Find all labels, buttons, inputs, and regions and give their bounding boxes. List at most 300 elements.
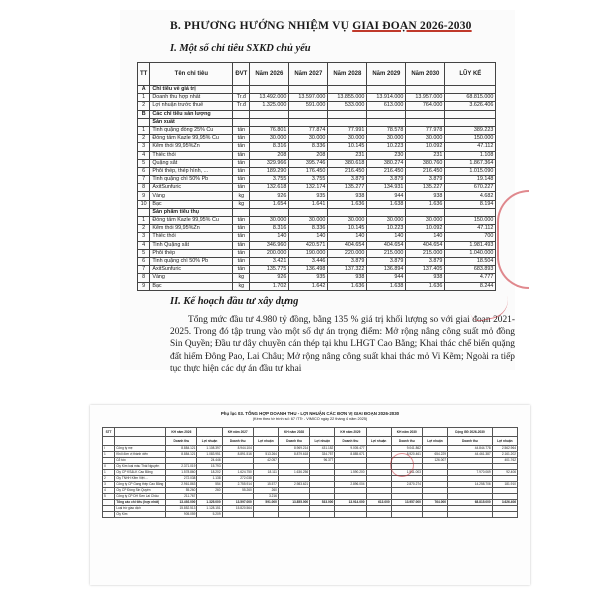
table-cell: 13.957.000 bbox=[406, 94, 445, 102]
appendix-cell: 13.492.000 bbox=[166, 500, 197, 506]
table-cell: tấn bbox=[233, 225, 250, 233]
table-cell: Bạc bbox=[150, 200, 233, 208]
table-cell: 137.405 bbox=[406, 266, 445, 274]
table-cell: 4 bbox=[138, 151, 150, 159]
table-cell: 1.654 bbox=[250, 200, 289, 208]
table-cell: 7 bbox=[138, 176, 150, 184]
appendix-header-cell: KH năm 2027 bbox=[222, 428, 253, 437]
appendix-cell: II bbox=[103, 464, 115, 470]
table-header-cell: Năm 2026 bbox=[250, 63, 289, 86]
table-cell: 3.879 bbox=[406, 257, 445, 265]
table-cell: 77.991 bbox=[328, 126, 367, 134]
table-row bbox=[138, 217, 496, 225]
table-cell: 30.000 bbox=[328, 135, 367, 143]
table-cell bbox=[406, 86, 445, 94]
appendix-subheader-cell: Lợi nhuận bbox=[197, 437, 222, 446]
table-cell: 1 bbox=[138, 126, 150, 134]
table-cell: 135.775 bbox=[250, 266, 289, 274]
appendix-cell: Công ty CP Gang thép Cao Bằng bbox=[115, 482, 166, 488]
appendix-cell: 591.000 bbox=[253, 500, 278, 506]
appendix-cell: 260 bbox=[197, 488, 222, 494]
table-cell bbox=[233, 110, 250, 118]
appendix-subheader-cell: Lợi nhuận bbox=[253, 437, 278, 446]
appendix-cell: 8.891.516 bbox=[222, 452, 253, 458]
appendix-cell: 764.000 bbox=[422, 500, 447, 506]
appendix-cell: 5 bbox=[103, 494, 115, 500]
appendix-cell: 272.038 bbox=[222, 476, 253, 482]
table-row bbox=[138, 126, 496, 134]
table-row bbox=[138, 94, 496, 102]
appendix-subheader-cell: Lợi nhuận bbox=[492, 437, 517, 446]
table-cell: Các chỉ tiêu sản lượng bbox=[150, 110, 233, 118]
table-cell: Tinh Quặng sắt bbox=[150, 241, 233, 249]
table-cell bbox=[367, 208, 406, 216]
table-row bbox=[138, 241, 496, 249]
table-cell: 1.702 bbox=[250, 282, 289, 290]
table-cell: 140 bbox=[367, 233, 406, 241]
table-cell: 220.000 bbox=[328, 249, 367, 257]
appendix-cell bbox=[492, 512, 517, 518]
table-cell: 76.801 bbox=[250, 126, 289, 134]
table-header-cell: Năm 2029 bbox=[367, 63, 406, 86]
table-cell: 1.867.364 bbox=[445, 159, 496, 167]
table-cell: 13.914.000 bbox=[367, 94, 406, 102]
table-cell: 935 bbox=[289, 274, 328, 282]
table-cell: 135.277 bbox=[328, 184, 367, 192]
table-cell: tấn bbox=[233, 184, 250, 192]
appendix-cell: 513.264 bbox=[253, 452, 278, 458]
table-cell: tấn bbox=[233, 143, 250, 151]
table-cell bbox=[233, 86, 250, 94]
table-row bbox=[138, 200, 496, 208]
table-cell: 8.194 bbox=[445, 200, 496, 208]
table-cell: 3 bbox=[138, 143, 150, 151]
production-targets-table bbox=[137, 62, 496, 291]
table-cell: kg bbox=[233, 200, 250, 208]
table-cell: 944 bbox=[367, 192, 406, 200]
appendix-header-cell bbox=[492, 428, 517, 437]
table-cell: Quặng sắt bbox=[150, 159, 233, 167]
appendix-cell: 44.844.778 bbox=[448, 446, 493, 452]
table-cell: 231 bbox=[406, 151, 445, 159]
appendix-cell: 613.000 bbox=[366, 500, 391, 506]
appendix-cell: 211.767 bbox=[166, 494, 197, 500]
table-cell: Doanh thu hợp nhất bbox=[150, 94, 233, 102]
table-cell: Bạc bbox=[150, 282, 233, 290]
appendix-cell: 18.202 bbox=[197, 470, 222, 476]
table-cell: 700 bbox=[445, 233, 496, 241]
table-row bbox=[138, 282, 496, 290]
appendix-cell: 1 bbox=[103, 470, 115, 476]
appendix-cell: 8.920.461 bbox=[391, 452, 422, 458]
appendix-cell: 7.970.069 bbox=[448, 470, 493, 476]
appendix-cell: Công ty mẹ bbox=[115, 446, 166, 452]
appendix-sheet bbox=[90, 405, 530, 585]
table-cell bbox=[289, 118, 328, 126]
table-cell: 208 bbox=[289, 151, 328, 159]
appendix-cell: 14.258.706 bbox=[448, 482, 493, 488]
table-cell: 13.597.000 bbox=[289, 94, 328, 102]
table-cell: 533.000 bbox=[328, 102, 367, 110]
table-cell: 18.504 bbox=[445, 257, 496, 265]
appendix-cell: Cổ tức bbox=[115, 458, 166, 464]
table-row bbox=[138, 249, 496, 257]
table-cell: 8 bbox=[138, 274, 150, 282]
table-cell: Thiếc thỏi bbox=[150, 151, 233, 159]
appendix-subtitle: (Kèm theo tờ trình số: 67 /TTr - VIMICO ngày 22 tháng 4 năm 2025) bbox=[252, 417, 368, 421]
appendix-cell: 4 bbox=[103, 488, 115, 494]
table-cell: 10.092 bbox=[406, 143, 445, 151]
table-cell: 346.960 bbox=[250, 241, 289, 249]
appendix-cell: Cty TNHH Kẽm Việt ... bbox=[115, 476, 166, 482]
appendix-cell: 92.406 bbox=[492, 470, 517, 476]
appendix-cell: 905.059 bbox=[166, 512, 197, 518]
table-row bbox=[138, 167, 496, 175]
table-cell: 3.879 bbox=[367, 257, 406, 265]
red-seal-stamp bbox=[497, 190, 529, 289]
appendix-cell: 8.884.121 bbox=[166, 446, 197, 452]
table-cell bbox=[445, 110, 496, 118]
appendix-cell: 8.944.104 bbox=[222, 446, 253, 452]
appendix-header-cell bbox=[253, 428, 278, 437]
table-cell: 3.421 bbox=[250, 257, 289, 265]
appendix-cell: 18.111 bbox=[253, 470, 278, 476]
table-cell: 8.336 bbox=[289, 225, 328, 233]
table-cell: 10.223 bbox=[367, 143, 406, 151]
table-header-cell: ĐVT bbox=[233, 63, 250, 86]
appendix-cell: 533.000 bbox=[310, 500, 335, 506]
table-cell: 19.148 bbox=[445, 176, 496, 184]
table-cell: 3.879 bbox=[328, 176, 367, 184]
subsection-title-2: II. Kế hoạch đầu tư xây dựng bbox=[170, 296, 299, 307]
appendix-subheader-cell: Lợi nhuận bbox=[366, 437, 391, 446]
appendix-cell: 1.325.000 bbox=[197, 500, 222, 506]
appendix-cell: 3 bbox=[103, 482, 115, 488]
table-cell: 216.450 bbox=[406, 167, 445, 175]
table-cell: 6 bbox=[138, 257, 150, 265]
table-cell: Sản phẩm tiêu thụ bbox=[150, 208, 233, 216]
appendix-cell: 44.461.387 bbox=[448, 452, 493, 458]
table-cell: 380.274 bbox=[367, 159, 406, 167]
table-cell bbox=[367, 118, 406, 126]
table-cell: 136.498 bbox=[289, 266, 328, 274]
appendix-cell: 68.815.000 bbox=[448, 500, 493, 506]
appendix-cell: 15.793 bbox=[197, 464, 222, 470]
table-cell: 395.746 bbox=[289, 159, 328, 167]
appendix-header-cell bbox=[422, 428, 447, 437]
table-cell: 132.618 bbox=[250, 184, 289, 192]
table-cell: 938 bbox=[406, 274, 445, 282]
appendix-cell: 2.755.914 bbox=[222, 482, 253, 488]
table-cell: 216.450 bbox=[367, 167, 406, 175]
table-cell: 404.654 bbox=[328, 241, 367, 249]
table-cell: 6 bbox=[138, 167, 150, 175]
table-cell bbox=[445, 118, 496, 126]
table-cell: 13.492.000 bbox=[250, 94, 289, 102]
table-cell: Vàng bbox=[150, 274, 233, 282]
table-cell: 10.223 bbox=[367, 225, 406, 233]
table-cell: 1 bbox=[138, 217, 150, 225]
appendix-cell: 42.057 bbox=[253, 458, 278, 464]
table-cell: tấn bbox=[233, 241, 250, 249]
table-cell bbox=[406, 110, 445, 118]
table-cell: 1.015.090 bbox=[445, 167, 496, 175]
appendix-subheader-cell: Doanh thu bbox=[222, 437, 253, 446]
table-cell: tấn bbox=[233, 151, 250, 159]
table-cell: 1.981.493 bbox=[445, 241, 496, 249]
table-cell: 1.638 bbox=[367, 200, 406, 208]
table-cell: 938 bbox=[328, 274, 367, 282]
table-cell bbox=[233, 118, 250, 126]
appendix-subheader-cell: Doanh thu bbox=[166, 437, 197, 446]
table-cell: tấn bbox=[233, 266, 250, 274]
table-cell: 137.322 bbox=[328, 266, 367, 274]
appendix-header-cell bbox=[115, 428, 166, 437]
appendix-cell: 2.896.004 bbox=[335, 482, 366, 488]
appendix-cell: 15.577 bbox=[253, 482, 278, 488]
appendix-cell: 15.820.564 bbox=[222, 506, 253, 512]
table-cell: 1.642 bbox=[289, 282, 328, 290]
table-cell: 670.227 bbox=[445, 184, 496, 192]
appendix-stamp bbox=[390, 453, 414, 477]
appendix-cell: 3.626.406 bbox=[492, 500, 517, 506]
table-cell: 2 bbox=[138, 102, 150, 110]
appendix-cell: 3.216 bbox=[253, 494, 278, 500]
table-cell bbox=[328, 86, 367, 94]
appendix-table bbox=[102, 427, 518, 518]
table-cell bbox=[233, 208, 250, 216]
table-cell: 30.000 bbox=[367, 135, 406, 143]
appendix-cell bbox=[310, 512, 335, 518]
table-cell: 215.000 bbox=[367, 249, 406, 257]
table-cell: 8.316 bbox=[250, 225, 289, 233]
table-cell: 189.290 bbox=[250, 167, 289, 175]
table-header-cell: LŨY KẾ bbox=[445, 63, 496, 86]
table-cell: 1.641 bbox=[289, 200, 328, 208]
table-row bbox=[138, 176, 496, 184]
table-cell: B bbox=[138, 110, 150, 118]
appendix-cell: 1 bbox=[103, 452, 115, 458]
appendix-cell: 9.005.477 bbox=[335, 446, 366, 452]
table-cell: 935 bbox=[289, 192, 328, 200]
appendix-cell: 8.969.214 bbox=[278, 446, 309, 452]
appendix-cell: 1.541.003 bbox=[391, 470, 422, 476]
table-cell: 135.227 bbox=[406, 184, 445, 192]
table-cell: 215.000 bbox=[406, 249, 445, 257]
table-cell: Chỉ tiêu về giá trị bbox=[150, 86, 233, 94]
table-cell: 926 bbox=[250, 274, 289, 282]
appendix-cell: 13.597.000 bbox=[222, 500, 253, 506]
appendix-cell: 1.108.397 bbox=[197, 446, 222, 452]
table-cell: 683.893 bbox=[445, 266, 496, 274]
table-header-cell: TT bbox=[138, 63, 150, 86]
appendix-cell: Loại trừ giao dịch bbox=[115, 506, 166, 512]
appendix-subheader-cell: Doanh thu bbox=[448, 437, 493, 446]
table-cell: Tinh quặng chì 50% Pb bbox=[150, 257, 233, 265]
appendix-cell: Khối đơn vị thành viên bbox=[115, 452, 166, 458]
table-cell: Phôi thép, thép hình, ... bbox=[150, 167, 233, 175]
appendix-cell: 55.260 bbox=[166, 488, 197, 494]
appendix-cell bbox=[335, 512, 366, 518]
investment-paragraph: Tổng mức đầu tư 4.980 tỷ đồng, bằng 135 % giá trị khối lượng so với giai đoạn 2021-2025. Trong đó tập trung vào một số dự án trọng điểm: Mở rộng nâng công suất mỏ đồng Sin Quyền; Đầu tư dây chuyền cán thép tại khu LHGT Cao Bằng; Khai thác chế biến quặng đất hiếm Đông Pao, Lai Châu; Mở rộng nâng công suất khai thác mỏ Vi Kẽm; Ngoài ra tiếp tục thực hiện các dự án đầu tư khai bbox=[170, 315, 515, 374]
table-cell: 1.636 bbox=[328, 200, 367, 208]
table-cell: A bbox=[138, 86, 150, 94]
table-cell: 68.815.000 bbox=[445, 94, 496, 102]
table-cell: 329.966 bbox=[250, 159, 289, 167]
table-cell bbox=[328, 110, 367, 118]
table-cell: 926 bbox=[250, 192, 289, 200]
table-row bbox=[138, 184, 496, 192]
appendix-subheader-cell: Lợi nhuận bbox=[310, 437, 335, 446]
table-cell: 3.879 bbox=[406, 176, 445, 184]
table-cell: kg bbox=[233, 192, 250, 200]
subsection-title-1: I. Một số chỉ tiêu SXKD chủ yếu bbox=[170, 43, 311, 54]
appendix-subheader-cell: Doanh thu bbox=[278, 437, 309, 446]
table-cell: 190.000 bbox=[289, 249, 328, 257]
table-cell bbox=[250, 86, 289, 94]
table-cell: 380.618 bbox=[328, 159, 367, 167]
table-cell: tấn bbox=[233, 167, 250, 175]
appendix-header-cell bbox=[310, 428, 335, 437]
table-row bbox=[138, 225, 496, 233]
table-row bbox=[138, 159, 496, 167]
table-cell: 176.450 bbox=[289, 167, 328, 175]
appendix-cell: 554 bbox=[197, 482, 222, 488]
appendix-subheader-cell: Lợi nhuận bbox=[422, 437, 447, 446]
table-cell bbox=[250, 110, 289, 118]
table-cell: 140 bbox=[289, 233, 328, 241]
table-cell: Thiếc thỏi bbox=[150, 233, 233, 241]
table-cell: 3.755 bbox=[289, 176, 328, 184]
table-cell: 208 bbox=[250, 151, 289, 159]
table-cell bbox=[367, 86, 406, 94]
appendix-cell: Tổng các chỉ tiêu (hợp nhất) bbox=[115, 500, 166, 506]
appendix-cell bbox=[391, 512, 422, 518]
table-cell: 30.000 bbox=[289, 135, 328, 143]
table-cell: 3.879 bbox=[367, 176, 406, 184]
table-cell: Đồng tấm Kazle 99,95% Cu bbox=[150, 135, 233, 143]
table-cell: tấn bbox=[233, 159, 250, 167]
table-cell: tấn bbox=[233, 126, 250, 134]
table-cell: AxitSunfuric bbox=[150, 266, 233, 274]
table-row bbox=[138, 257, 496, 265]
appendix-header-cell: KH năm 2029 bbox=[335, 428, 366, 437]
table-cell: 10.145 bbox=[328, 143, 367, 151]
table-row bbox=[138, 86, 496, 94]
table-cell: 5 bbox=[138, 159, 150, 167]
appendix-subheader-cell bbox=[103, 437, 115, 446]
appendix-header-cell bbox=[366, 428, 391, 437]
table-header-cell: Năm 2028 bbox=[328, 63, 367, 86]
table-cell: 200.000 bbox=[250, 249, 289, 257]
table-cell: 1.325.000 bbox=[250, 102, 289, 110]
table-cell: 231 bbox=[328, 151, 367, 159]
appendix-cell: 1.083.951 bbox=[197, 452, 222, 458]
table-cell: 3.446 bbox=[289, 257, 328, 265]
table-cell bbox=[250, 118, 289, 126]
table-cell: tấn bbox=[233, 257, 250, 265]
appendix-cell: 1.636.256 bbox=[278, 470, 309, 476]
appendix-cell bbox=[422, 512, 447, 518]
table-cell: 8.244 bbox=[445, 282, 496, 290]
table-cell bbox=[289, 86, 328, 94]
table-cell: tấn bbox=[233, 176, 250, 184]
appendix-cell bbox=[278, 512, 309, 518]
table-cell bbox=[406, 208, 445, 216]
table-cell: 10.092 bbox=[406, 225, 445, 233]
appendix-cell: 15.852.513 bbox=[166, 506, 197, 512]
appendix-cell: 13.855.000 bbox=[278, 500, 309, 506]
section-title: B. PHƯƠNG HƯỚNG NHIỆM VỤ GIAI ĐOẠN 2026-2030 bbox=[170, 20, 472, 32]
table-cell: Đồng tấm Kazle 99,95% Cu bbox=[150, 217, 233, 225]
appendix-cell: 2.161.202 bbox=[492, 452, 517, 458]
table-row bbox=[138, 143, 496, 151]
table-cell: 1 bbox=[138, 94, 150, 102]
table-cell: 8.316 bbox=[250, 143, 289, 151]
appendix-cell: 55.260 bbox=[222, 488, 253, 494]
table-cell: 1.108 bbox=[445, 151, 496, 159]
appendix-subheader-cell: Doanh thu bbox=[391, 437, 422, 446]
table-cell: tấn bbox=[233, 249, 250, 257]
appendix-cell bbox=[448, 512, 493, 518]
table-cell: 938 bbox=[328, 192, 367, 200]
table-row bbox=[138, 151, 496, 159]
table-cell: Vàng bbox=[150, 192, 233, 200]
table-cell: Tr.đ bbox=[233, 102, 250, 110]
table-cell: 4.777 bbox=[445, 274, 496, 282]
table-cell: 30.000 bbox=[250, 135, 289, 143]
table-cell: 2 bbox=[138, 225, 150, 233]
appendix-header-cell: KH năm 2026 bbox=[166, 428, 197, 437]
table-row bbox=[138, 192, 496, 200]
appendix-cell: Cty Kim bbox=[115, 512, 166, 518]
table-cell bbox=[445, 86, 496, 94]
table-cell: 77.978 bbox=[406, 126, 445, 134]
table-cell bbox=[289, 110, 328, 118]
table-header-cell: Năm 2027 bbox=[289, 63, 328, 86]
appendix-cell: I bbox=[103, 446, 115, 452]
appendix-cell: 2.983.621 bbox=[278, 482, 309, 488]
appendix-cell bbox=[366, 512, 391, 518]
table-cell: 420.571 bbox=[289, 241, 328, 249]
table-cell: 389.223 bbox=[445, 126, 496, 134]
table-row bbox=[138, 102, 496, 110]
appendix-cell: Công ty CP DH Sơn Lai Châu bbox=[115, 494, 166, 500]
table-cell: 230 bbox=[367, 151, 406, 159]
appendix-header-cell: KH năm 2030 bbox=[391, 428, 422, 437]
table-cell: 3.879 bbox=[328, 257, 367, 265]
table-cell: 944 bbox=[367, 274, 406, 282]
table-cell: 380.760 bbox=[406, 159, 445, 167]
table-row bbox=[138, 208, 496, 216]
table-cell: 216.450 bbox=[328, 167, 367, 175]
table-row bbox=[138, 233, 496, 241]
appendix-cell: 2 bbox=[103, 476, 115, 482]
table-cell: 140 bbox=[406, 233, 445, 241]
section-title-highlight: GIAI ĐOẠN 2026-2030 bbox=[352, 20, 472, 32]
appendix-cell: 126.007 bbox=[422, 458, 447, 464]
appendix-cell: 181.910 bbox=[492, 482, 517, 488]
appendix-cell: 13.957.000 bbox=[391, 500, 422, 506]
table-cell: 10.145 bbox=[328, 225, 367, 233]
appendix-subheader-cell bbox=[115, 437, 166, 446]
table-cell: 13.855.000 bbox=[328, 94, 367, 102]
appendix-cell: 334.757 bbox=[310, 452, 335, 458]
table-cell: tấn bbox=[233, 233, 250, 241]
table-cell: 140 bbox=[250, 233, 289, 241]
table-cell: 150.000 bbox=[445, 135, 496, 143]
appendix-cell: 1.590.200 bbox=[335, 470, 366, 476]
